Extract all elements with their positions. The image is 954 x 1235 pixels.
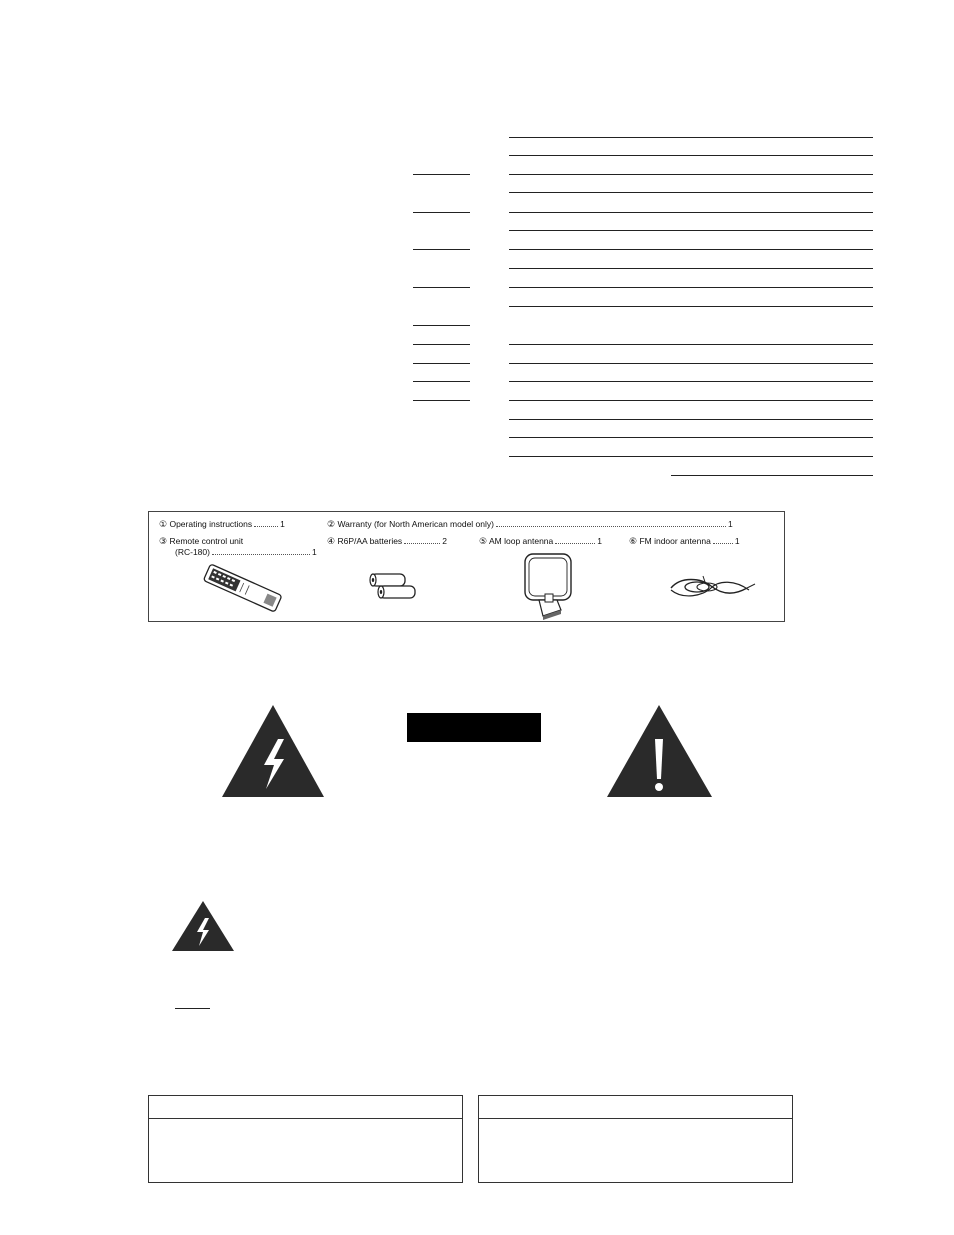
rule [413, 325, 470, 326]
rule [413, 249, 470, 250]
rule [509, 381, 873, 382]
item-label: FM indoor antenna [639, 536, 711, 546]
item-number: ① [159, 519, 168, 529]
rule [509, 249, 873, 250]
bottom-box-left-header [149, 1096, 462, 1119]
accessory-item-4 [327, 536, 447, 547]
item-number: ④ [327, 536, 336, 546]
item-label: R6P/AA batteries [337, 536, 403, 546]
batteries-illustration [363, 570, 423, 602]
item-label: AM loop antenna [488, 536, 554, 546]
item-label: Remote control unit [169, 536, 244, 546]
caution-label-block [407, 713, 541, 742]
rule [413, 174, 470, 175]
item-quantity: 1 [311, 547, 317, 557]
accessory-item-1 [159, 519, 285, 530]
rule [509, 419, 873, 420]
rule [509, 306, 873, 307]
rule [509, 344, 873, 345]
item-quantity: 1 [734, 536, 740, 546]
rule [509, 212, 873, 213]
item-label: Warranty (for North American model only) [337, 519, 494, 529]
rule [413, 381, 470, 382]
item-number: ⑥ [629, 536, 638, 546]
rule [509, 155, 873, 156]
lightning-warning-triangle-icon [220, 703, 326, 799]
remote-control-illustration [195, 564, 285, 614]
am-loop-antenna-illustration [521, 550, 577, 622]
rule [509, 437, 873, 438]
rule [671, 475, 873, 476]
accessory-item-3 [159, 536, 317, 558]
item-quantity: 2 [442, 536, 447, 546]
small-lightning-warning-triangle-icon [171, 900, 235, 952]
accessory-item-2 [327, 519, 733, 530]
item-label: Operating instructions [169, 519, 253, 529]
rule [509, 230, 873, 231]
accessory-item-5 [479, 536, 602, 547]
rule [509, 400, 873, 401]
rule [413, 212, 470, 213]
rule [413, 287, 470, 288]
item-number: ⑤ [479, 536, 488, 546]
rule [509, 192, 873, 193]
item-quantity: 1 [727, 519, 733, 529]
item-number: ② [327, 519, 336, 529]
note-underline [175, 1008, 210, 1009]
bottom-box-right-header [479, 1096, 792, 1119]
exclamation-warning-triangle-icon [605, 703, 714, 799]
bottom-box-left [148, 1095, 463, 1183]
item-quantity: 1 [597, 536, 602, 546]
item-quantity: 1 [280, 519, 285, 529]
fm-indoor-antenna-illustration [667, 570, 757, 602]
rule [509, 174, 873, 175]
bottom-box-right [478, 1095, 793, 1183]
item-number: ③ [159, 536, 168, 546]
rule [509, 268, 873, 269]
item-label-model: (RC-180) [175, 547, 210, 557]
rule [509, 287, 873, 288]
rule [509, 363, 873, 364]
rule [509, 137, 873, 138]
rule [413, 400, 470, 401]
accessories-box [148, 511, 785, 622]
rule [413, 344, 470, 345]
rule [509, 456, 873, 457]
rule [413, 363, 470, 364]
accessory-item-6 [629, 536, 740, 547]
